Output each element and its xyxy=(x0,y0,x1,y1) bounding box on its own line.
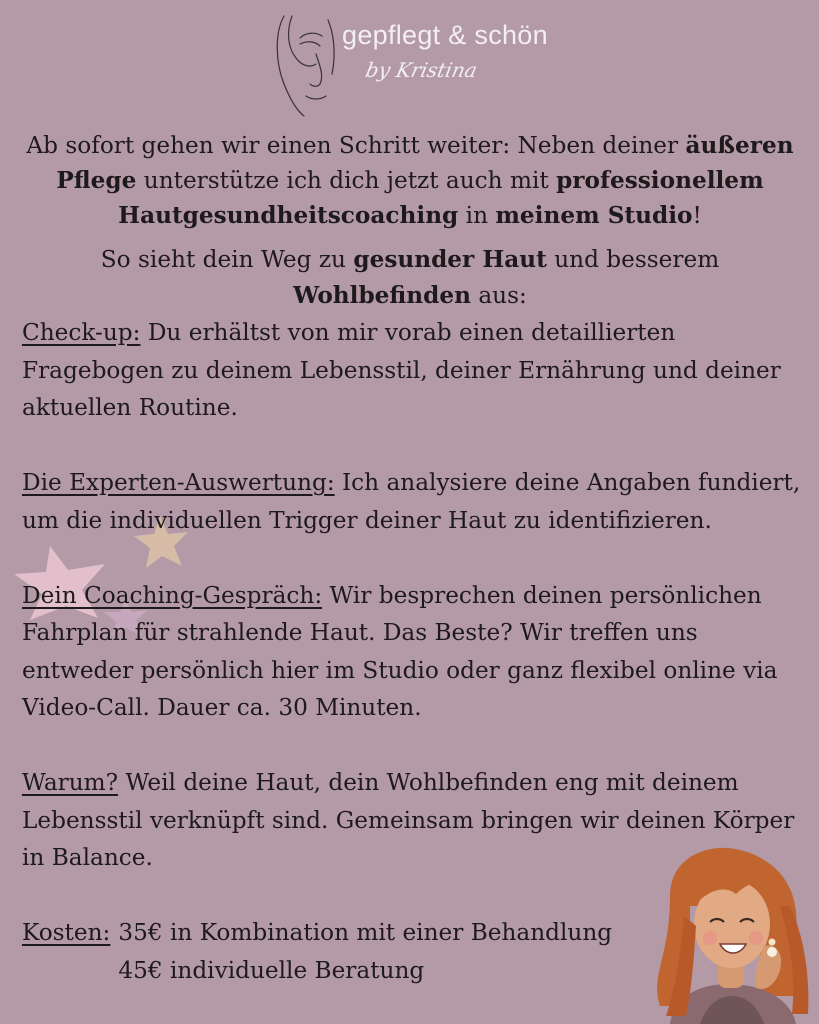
intro-subline xyxy=(10,242,810,314)
intro-bold: gesunder Haut xyxy=(353,246,547,273)
section-label: Kosten: xyxy=(22,919,111,946)
intro-paragraph xyxy=(10,128,810,233)
brand-name: gepflegt & schön xyxy=(342,20,548,50)
section-coaching xyxy=(22,577,812,727)
section-auswertung xyxy=(22,464,812,539)
intro-bold: Wohlbefinden xyxy=(293,282,471,309)
intro-text: in xyxy=(458,202,496,229)
intro-text: So sieht dein Weg zu xyxy=(100,246,354,273)
intro-bold: professionellem Hautgesundheitscoaching xyxy=(118,167,764,229)
face-line-icon xyxy=(270,14,350,119)
section-label: Check-up: xyxy=(22,319,141,346)
price-list xyxy=(118,914,612,989)
intro-text: und besserem xyxy=(546,246,720,273)
intro-text: unterstütze ich dich jetzt auch mit xyxy=(136,167,557,194)
brand-subtitle: by Kristina xyxy=(363,58,480,82)
intro-text: aus: xyxy=(470,282,527,309)
intro-bold: äußeren Pflege xyxy=(56,132,794,194)
section-label: Warum? xyxy=(22,769,119,796)
smiling-woman-illustration xyxy=(640,846,816,1024)
brand-logo xyxy=(270,14,590,124)
section-text: Du erhältst von mir vorab einen detaillierten Fragebogen zu deinem Lebensstil, deiner Ernährung und deiner aktuellen Routine. xyxy=(22,319,781,421)
intro-bold: meinem Studio xyxy=(495,202,693,229)
section-text: Weil deine Haut, dein Wohlbefinden eng mit deinem Lebensstil verknüpft sind. Gemeinsam bringen wir deinen Körper in Balance. xyxy=(22,769,795,871)
intro-text: Ab sofort gehen wir einen Schritt weiter: Neben deiner xyxy=(26,132,686,159)
intro-text: ! xyxy=(692,202,702,229)
price-line: 35€ in Kombination mit einer Behandlung xyxy=(118,919,613,946)
section-label: Dein Coaching-Gespräch: xyxy=(22,581,323,609)
section-label: Die Experten-Auswertung: xyxy=(22,469,335,496)
section-checkup xyxy=(22,314,812,427)
price-line: 45€ individuelle Beratung xyxy=(118,956,425,984)
section-text: Wir besprechen deinen persönlichen Fahrplan für strahlende Haut. Das Beste? Wir treffen uns entweder persönlich hier im Studio oder ganz flexibel online via Video-Call. Dauer ca. 30 Minuten. xyxy=(22,581,778,721)
section-text: Ich analysiere deine Angaben fundiert, um die individuellen Trigger deiner Haut zu identifizieren. xyxy=(22,469,801,534)
